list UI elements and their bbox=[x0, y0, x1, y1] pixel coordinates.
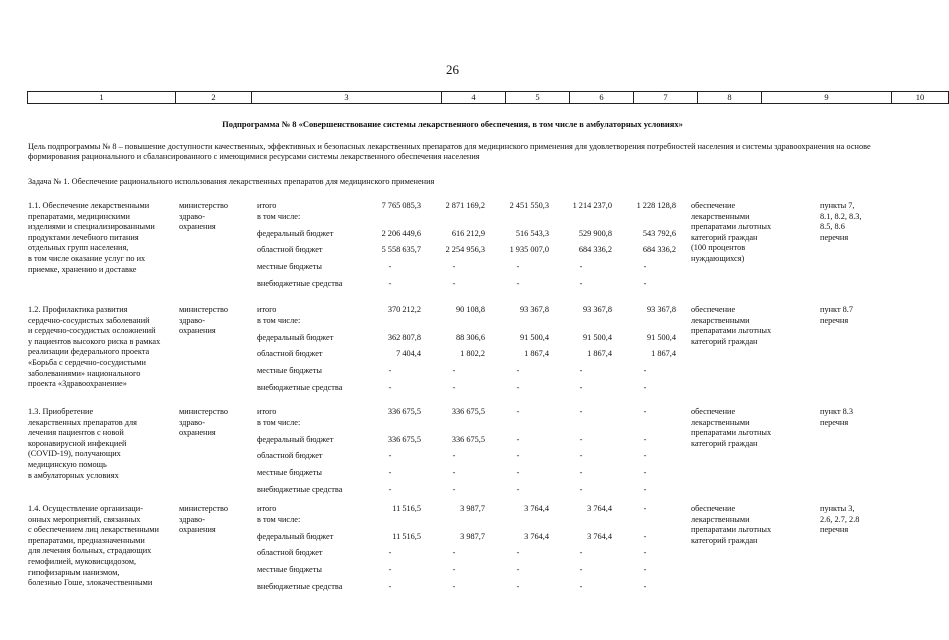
funding-value: 336 675,5 bbox=[451, 407, 485, 416]
funding-value: - bbox=[643, 262, 647, 271]
measure-executor: министерство здраво- охранения bbox=[179, 407, 229, 438]
funding-value: - bbox=[452, 548, 456, 557]
funding-value: - bbox=[516, 435, 520, 444]
funding-value: - bbox=[643, 582, 647, 591]
funding-value: - bbox=[452, 451, 456, 460]
funding-value: 362 807,8 bbox=[387, 333, 421, 342]
funding-value: - bbox=[516, 582, 520, 591]
funding-value: - bbox=[579, 468, 583, 477]
funding-value: - bbox=[452, 468, 456, 477]
funding-value: - bbox=[579, 565, 583, 574]
funding-value: 2 206 449,6 bbox=[381, 229, 421, 238]
funding-value: 2 871 169,2 bbox=[445, 201, 485, 210]
funding-source: федеральный бюджет bbox=[257, 435, 334, 444]
funding-source: внебюджетные средства bbox=[257, 485, 343, 494]
funding-value: - bbox=[516, 407, 520, 416]
funding-value: 3 764,4 bbox=[587, 532, 612, 541]
funding-source: итого bbox=[257, 504, 277, 513]
header-cell: 10 bbox=[892, 92, 949, 104]
funding-value: - bbox=[579, 279, 583, 288]
funding-source: внебюджетные средства bbox=[257, 582, 343, 591]
funding-value: - bbox=[643, 383, 647, 392]
funding-value: 7 765 085,3 bbox=[381, 201, 421, 210]
funding-value: 336 675,5 bbox=[387, 435, 421, 444]
funding-value: - bbox=[516, 451, 520, 460]
funding-source: федеральный бюджет bbox=[257, 532, 334, 541]
funding-value: 1 228 128,8 bbox=[636, 201, 676, 210]
funding-value: 370 212,2 bbox=[387, 305, 421, 314]
funding-value: 1 867,4 bbox=[587, 349, 612, 358]
funding-value: - bbox=[643, 366, 647, 375]
measure-reference: пункт 8.3 перечня bbox=[820, 407, 854, 427]
measure-executor: министерство здраво- охранения bbox=[179, 201, 229, 232]
funding-value: - bbox=[388, 383, 392, 392]
header-cell: 7 bbox=[634, 92, 698, 104]
funding-value: 616 212,9 bbox=[451, 229, 485, 238]
funding-value: - bbox=[388, 262, 392, 271]
funding-source: в том числе: bbox=[257, 211, 301, 221]
funding-source: внебюджетные средства bbox=[257, 279, 343, 288]
funding-value: - bbox=[388, 565, 392, 574]
funding-value: - bbox=[452, 582, 456, 591]
funding-source: внебюджетные средства bbox=[257, 383, 343, 392]
measure-name: 1.2. Профилактика развития сердечно-сосудистых заболеваний и сердечно-сосудистых осложнений у пациентов высокого риска в рамках реализации федерального проекта «Борьба с сердечно-сосудистыми заболеваниями» национального проекта «Здравоохранение» bbox=[28, 305, 161, 389]
funding-value: 2 254 956,3 bbox=[445, 245, 485, 254]
funding-value: - bbox=[516, 383, 520, 392]
measure-indicator: обеспечение лекарственными препаратами льготных категорий граждан (100 процентов нуждающихся) bbox=[691, 201, 772, 263]
funding-value: - bbox=[579, 548, 583, 557]
funding-value: 1 214 237,0 bbox=[572, 201, 612, 210]
measure-reference: пункт 8.7 перечня bbox=[820, 305, 854, 325]
funding-source: местные бюджеты bbox=[257, 366, 322, 375]
header-cell: 1 bbox=[28, 92, 176, 104]
funding-value: 93 367,8 bbox=[519, 305, 549, 314]
measure-name: 1.4. Осуществление организаци- онных мероприятий, связанных с обеспечением лиц лекарственными препаратами, предназначенными для лечения больных, страдающих гемофилией, муковисцидозом, гипофизарным нанизмом, болезнью Гоше, злокачественными bbox=[28, 504, 159, 588]
funding-value: - bbox=[579, 485, 583, 494]
funding-value: - bbox=[643, 565, 647, 574]
funding-source: итого bbox=[257, 305, 277, 314]
funding-value: 3 764,4 bbox=[524, 532, 549, 541]
funding-value: - bbox=[516, 485, 520, 494]
funding-value: - bbox=[388, 485, 392, 494]
funding-value: 11 516,5 bbox=[392, 504, 421, 513]
header-cell: 9 bbox=[762, 92, 892, 104]
funding-value: 7 404,4 bbox=[396, 349, 421, 358]
funding-value: 91 500,4 bbox=[582, 333, 612, 342]
funding-source: областной бюджет bbox=[257, 548, 323, 557]
funding-value: - bbox=[579, 366, 583, 375]
funding-value: - bbox=[643, 485, 647, 494]
funding-value: - bbox=[452, 485, 456, 494]
funding-value: - bbox=[643, 451, 647, 460]
funding-value: - bbox=[452, 383, 456, 392]
funding-value: - bbox=[643, 279, 647, 288]
funding-value: - bbox=[388, 366, 392, 375]
funding-value: - bbox=[643, 468, 647, 477]
funding-value: 2 451 550,3 bbox=[509, 201, 549, 210]
funding-value: 1 867,4 bbox=[651, 349, 676, 358]
header-cell: 3 bbox=[252, 92, 442, 104]
header-cell: 5 bbox=[506, 92, 570, 104]
subprogram-title: Подпрограмма № 8 «Совершенствование системы лекарственного обеспечения, в том числе в амбулаторных условиях» bbox=[222, 119, 683, 129]
measure-name: 1.3. Приобретение лекарственных препаратов для лечения пациентов с новой коронавирусной инфекцией (COVID-19), получающих медицинскую помощь в амбулаторных условиях bbox=[28, 407, 137, 480]
header-cell: 4 bbox=[442, 92, 506, 104]
funding-value: 90 108,8 bbox=[455, 305, 485, 314]
task-heading: Задача № 1. Обеспечение рационального использования лекарственных препаратов для медицинского применения bbox=[28, 177, 435, 186]
funding-source: в том числе: bbox=[257, 417, 301, 427]
funding-source: местные бюджеты bbox=[257, 262, 322, 271]
header-cell: 2 bbox=[176, 92, 252, 104]
funding-value: 684 336,2 bbox=[642, 245, 676, 254]
funding-value: - bbox=[388, 468, 392, 477]
funding-value: 1 867,4 bbox=[524, 349, 549, 358]
funding-value: 516 543,3 bbox=[515, 229, 549, 238]
funding-value: 1 935 007,0 bbox=[509, 245, 549, 254]
funding-value: 543 792,6 bbox=[642, 229, 676, 238]
column-number-header bbox=[27, 91, 949, 104]
measure-executor: министерство здраво- охранения bbox=[179, 504, 229, 535]
funding-value: - bbox=[579, 407, 583, 416]
funding-value: - bbox=[388, 279, 392, 288]
funding-value: 5 558 635,7 bbox=[381, 245, 421, 254]
funding-value: - bbox=[643, 548, 647, 557]
measure-indicator: обеспечение лекарственными препаратами льготных категорий граждан bbox=[691, 504, 772, 545]
header-cell: 6 bbox=[570, 92, 634, 104]
funding-source: местные бюджеты bbox=[257, 565, 322, 574]
funding-value: - bbox=[452, 262, 456, 271]
funding-value: 336 675,5 bbox=[451, 435, 485, 444]
measure-name: 1.1. Обеспечение лекарственными препаратами, медицинскими изделиями и специализированными продуктами лечебного питания отдельных групп населения, в том числе оказание услуг по их приемке, хранению и доставке bbox=[28, 201, 155, 274]
funding-value: - bbox=[579, 451, 583, 460]
funding-source: областной бюджет bbox=[257, 451, 323, 460]
funding-source: итого bbox=[257, 201, 277, 210]
funding-source: в том числе: bbox=[257, 315, 301, 325]
funding-source: областной бюджет bbox=[257, 349, 323, 358]
funding-value: - bbox=[643, 504, 647, 513]
funding-value: 3 987,7 bbox=[460, 532, 485, 541]
funding-value: - bbox=[579, 262, 583, 271]
funding-value: - bbox=[643, 407, 647, 416]
funding-value: - bbox=[516, 468, 520, 477]
measure-reference: пункты 3, 2.6, 2.7, 2.8 перечня bbox=[820, 504, 860, 535]
funding-source: итого bbox=[257, 407, 277, 416]
funding-source: федеральный бюджет bbox=[257, 229, 334, 238]
funding-source: областной бюджет bbox=[257, 245, 323, 254]
measure-indicator: обеспечение лекарственными препаратами льготных категорий граждан bbox=[691, 305, 772, 346]
funding-value: 88 306,6 bbox=[455, 333, 485, 342]
funding-value: 3 764,4 bbox=[524, 504, 549, 513]
funding-value: 91 500,4 bbox=[646, 333, 676, 342]
funding-value: 3 764,4 bbox=[587, 504, 612, 513]
funding-value: - bbox=[388, 582, 392, 591]
funding-value: - bbox=[516, 262, 520, 271]
funding-value: 529 900,8 bbox=[578, 229, 612, 238]
funding-value: 1 802,2 bbox=[460, 349, 485, 358]
funding-value: - bbox=[579, 435, 583, 444]
measure-executor: министерство здраво- охранения bbox=[179, 305, 229, 336]
funding-value: - bbox=[516, 366, 520, 375]
funding-value: - bbox=[452, 279, 456, 288]
funding-value: 336 675,5 bbox=[387, 407, 421, 416]
funding-value: 684 336,2 bbox=[578, 245, 612, 254]
funding-source: федеральный бюджет bbox=[257, 333, 334, 342]
funding-value: - bbox=[516, 548, 520, 557]
funding-value: - bbox=[579, 383, 583, 392]
funding-value: - bbox=[388, 548, 392, 557]
funding-value: 93 367,8 bbox=[582, 305, 612, 314]
measure-reference: пункты 7, 8.1, 8.2, 8.3, 8.5, 8.6 перечня bbox=[820, 201, 862, 242]
funding-value: - bbox=[579, 582, 583, 591]
funding-value: - bbox=[452, 565, 456, 574]
funding-value: - bbox=[516, 279, 520, 288]
funding-value: 91 500,4 bbox=[519, 333, 549, 342]
funding-value: - bbox=[452, 366, 456, 375]
header-cell: 8 bbox=[698, 92, 762, 104]
measure-indicator: обеспечение лекарственными препаратами льготных категорий граждан bbox=[691, 407, 772, 448]
funding-value: 11 516,5 bbox=[392, 532, 421, 541]
page-number: 26 bbox=[446, 62, 459, 77]
funding-source: местные бюджеты bbox=[257, 468, 322, 477]
funding-value: - bbox=[643, 532, 647, 541]
funding-source: в том числе: bbox=[257, 514, 301, 524]
subprogram-goal: Цель подпрограммы № 8 – повышение доступности качественных, эффективных и безопасных лекарственных препаратов для медицинского применения для удовлетворения потребностей населения и системы здравоохранения на основе формирования рационального и сбалансированного с имеющимися ресурсами системы лекарственного обеспечения населения bbox=[28, 142, 871, 161]
funding-value: - bbox=[643, 435, 647, 444]
funding-value: 93 367,8 bbox=[646, 305, 676, 314]
funding-value: 3 987,7 bbox=[460, 504, 485, 513]
funding-value: - bbox=[388, 451, 392, 460]
funding-value: - bbox=[516, 565, 520, 574]
